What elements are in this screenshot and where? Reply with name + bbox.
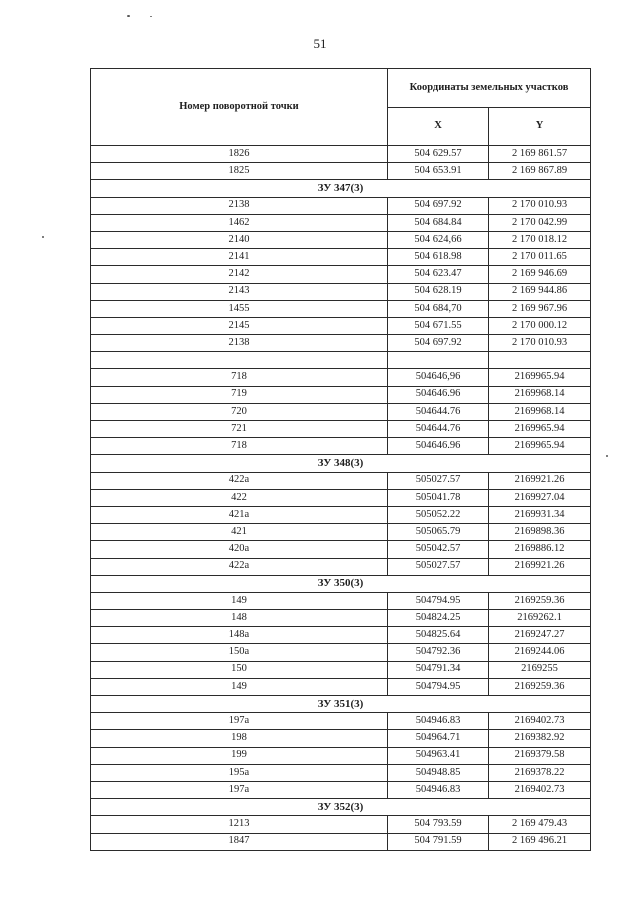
table-row	[91, 283, 591, 300]
cell-x: 504946.83	[388, 781, 489, 798]
table-row	[91, 249, 591, 266]
header-point-number: Номер поворотной точки	[91, 69, 388, 146]
cell-point-number: 150a	[91, 644, 388, 661]
cell-x: 504644.76	[388, 421, 489, 438]
cell-point-number: 1213	[91, 816, 388, 833]
cell-point-number: 197a	[91, 781, 388, 798]
table-row	[91, 678, 591, 695]
cell-x: 504 791.59	[388, 833, 489, 850]
cell-x: 504 623.47	[388, 266, 489, 283]
cell-x: 504964.71	[388, 730, 489, 747]
cell-point-number: 2142	[91, 266, 388, 283]
cell-point-number: 148a	[91, 627, 388, 644]
table-row	[91, 747, 591, 764]
cell-y: 2 170 000.12	[489, 317, 591, 334]
table-row	[91, 541, 591, 558]
cell-point-number: 2143	[91, 283, 388, 300]
table-header	[91, 69, 591, 146]
cell-x: 504 697.92	[388, 197, 489, 214]
cell-x: 505052.22	[388, 506, 489, 523]
cell-x: 504792.36	[388, 644, 489, 661]
cell-y: 2 169 944.86	[489, 283, 591, 300]
cell-y	[489, 352, 591, 369]
cell-y: 2169931.34	[489, 506, 591, 523]
table-row	[91, 661, 591, 678]
table-row	[91, 386, 591, 403]
cell-point-number: 1847	[91, 833, 388, 850]
cell-point-number: 718	[91, 438, 388, 455]
cell-point-number: 1455	[91, 300, 388, 317]
scan-speck	[150, 16, 152, 17]
table-row	[91, 317, 591, 334]
cell-point-number: 720	[91, 403, 388, 420]
cell-point-number: 422a	[91, 558, 388, 575]
cell-y: 2 169 967.96	[489, 300, 591, 317]
cell-y: 2169262.1	[489, 610, 591, 627]
table-row	[91, 438, 591, 455]
cell-point-number: 1826	[91, 146, 388, 163]
cell-point-number: 2140	[91, 231, 388, 248]
cell-y: 2169965.94	[489, 438, 591, 455]
cell-point-number: 721	[91, 421, 388, 438]
cell-x: 504794.95	[388, 592, 489, 609]
cell-point-number: 1825	[91, 163, 388, 180]
table-row	[91, 300, 591, 317]
cell-x: 504 697.92	[388, 335, 489, 352]
cell-y: 2169247.27	[489, 627, 591, 644]
cell-y: 2 169 479.43	[489, 816, 591, 833]
table-row	[91, 592, 591, 609]
cell-point-number: 422	[91, 489, 388, 506]
cell-x: 504 653.91	[388, 163, 489, 180]
cell-y: 2169968.14	[489, 386, 591, 403]
table-row	[91, 764, 591, 781]
page-number: 51	[313, 36, 327, 51]
cell-y: 2169255	[489, 661, 591, 678]
section-title: ЗУ 347(3)	[91, 180, 591, 197]
header-y: Y	[489, 108, 591, 146]
cell-point-number: 421a	[91, 506, 388, 523]
cell-point-number: 199	[91, 747, 388, 764]
cell-y: 2169921.26	[489, 472, 591, 489]
cell-x: 504963.41	[388, 747, 489, 764]
cell-y: 2 169 861.57	[489, 146, 591, 163]
cell-y: 2 169 946.69	[489, 266, 591, 283]
cell-point-number: 2141	[91, 249, 388, 266]
cell-point-number: 195a	[91, 764, 388, 781]
cell-y: 2 170 010.93	[489, 197, 591, 214]
cell-point-number: 149	[91, 678, 388, 695]
cell-y: 2169921.26	[489, 558, 591, 575]
cell-x: 504946.83	[388, 713, 489, 730]
cell-x: 504646.96	[388, 386, 489, 403]
cell-point-number: 422a	[91, 472, 388, 489]
cell-y: 2 170 018.12	[489, 231, 591, 248]
cell-point-number: 2138	[91, 197, 388, 214]
header-x: X	[388, 108, 489, 146]
cell-x: 504 684.84	[388, 214, 489, 231]
cell-point-number	[91, 352, 388, 369]
table-row	[91, 524, 591, 541]
coordinates-table	[90, 68, 591, 851]
cell-x: 504646,96	[388, 369, 489, 386]
cell-x: 504 793.59	[388, 816, 489, 833]
cell-y: 2169965.94	[489, 421, 591, 438]
table-row	[91, 558, 591, 575]
scan-speck	[42, 236, 44, 238]
cell-point-number: 148	[91, 610, 388, 627]
table-row	[91, 472, 591, 489]
cell-y: 2169259.36	[489, 678, 591, 695]
cell-y: 2 169 496.21	[489, 833, 591, 850]
cell-x: 505042.57	[388, 541, 489, 558]
cell-y: 2 170 011.65	[489, 249, 591, 266]
cell-y: 2 169 867.89	[489, 163, 591, 180]
cell-point-number: 2138	[91, 335, 388, 352]
table-row	[91, 644, 591, 661]
table-row	[91, 713, 591, 730]
cell-x: 505027.57	[388, 558, 489, 575]
cell-y: 2169402.73	[489, 713, 591, 730]
table-row	[91, 335, 591, 352]
table-body	[91, 146, 591, 851]
cell-x: 504646.96	[388, 438, 489, 455]
cell-y: 2 170 042.99	[489, 214, 591, 231]
cell-y: 2169886.12	[489, 541, 591, 558]
table-row	[91, 214, 591, 231]
cell-x: 504825.64	[388, 627, 489, 644]
cell-y: 2169244.06	[489, 644, 591, 661]
cell-y: 2169898.36	[489, 524, 591, 541]
cell-x: 505065.79	[388, 524, 489, 541]
blank-row	[91, 352, 591, 369]
cell-y: 2169382.92	[489, 730, 591, 747]
cell-x: 504 671.55	[388, 317, 489, 334]
section-row	[91, 799, 591, 816]
section-title: ЗУ 348(3)	[91, 455, 591, 472]
cell-y: 2169402.73	[489, 781, 591, 798]
cell-x: 504824.25	[388, 610, 489, 627]
cell-point-number: 149	[91, 592, 388, 609]
section-title: ЗУ 351(3)	[91, 696, 591, 713]
cell-point-number: 2145	[91, 317, 388, 334]
cell-y: 2169259.36	[489, 592, 591, 609]
table-row	[91, 816, 591, 833]
cell-y: 2169968.14	[489, 403, 591, 420]
cell-point-number: 198	[91, 730, 388, 747]
table-row	[91, 266, 591, 283]
section-row	[91, 575, 591, 592]
section-row	[91, 696, 591, 713]
cell-y: 2169379.58	[489, 747, 591, 764]
cell-x: 504644.76	[388, 403, 489, 420]
cell-x: 504 684,70	[388, 300, 489, 317]
header-coordinates: Координаты земельных участков	[388, 69, 591, 108]
cell-point-number: 718	[91, 369, 388, 386]
cell-x: 505041.78	[388, 489, 489, 506]
table-row	[91, 369, 591, 386]
table-row	[91, 163, 591, 180]
section-title: ЗУ 352(3)	[91, 799, 591, 816]
table-row	[91, 146, 591, 163]
cell-x: 504 618.98	[388, 249, 489, 266]
cell-x: 504791.34	[388, 661, 489, 678]
table-row	[91, 730, 591, 747]
cell-y: 2169927.04	[489, 489, 591, 506]
table-row	[91, 610, 591, 627]
cell-point-number: 719	[91, 386, 388, 403]
scan-speck	[127, 15, 130, 17]
cell-y: 2169378.22	[489, 764, 591, 781]
table-row	[91, 627, 591, 644]
table-row	[91, 489, 591, 506]
section-row	[91, 455, 591, 472]
section-row	[91, 180, 591, 197]
cell-point-number: 197a	[91, 713, 388, 730]
cell-point-number: 420a	[91, 541, 388, 558]
cell-y: 2169965.94	[489, 369, 591, 386]
table-row	[91, 403, 591, 420]
cell-x: 504 628.19	[388, 283, 489, 300]
table-row	[91, 197, 591, 214]
table-row	[91, 506, 591, 523]
cell-point-number: 421	[91, 524, 388, 541]
cell-point-number: 1462	[91, 214, 388, 231]
cell-x: 505027.57	[388, 472, 489, 489]
table-row	[91, 833, 591, 850]
cell-x	[388, 352, 489, 369]
cell-x: 504794.95	[388, 678, 489, 695]
cell-point-number: 150	[91, 661, 388, 678]
section-title: ЗУ 350(3)	[91, 575, 591, 592]
cell-x: 504 624,66	[388, 231, 489, 248]
scan-speck	[606, 455, 608, 457]
table-row	[91, 231, 591, 248]
table-row	[91, 421, 591, 438]
cell-x: 504 629.57	[388, 146, 489, 163]
table-row	[91, 781, 591, 798]
cell-x: 504948.85	[388, 764, 489, 781]
cell-y: 2 170 010.93	[489, 335, 591, 352]
